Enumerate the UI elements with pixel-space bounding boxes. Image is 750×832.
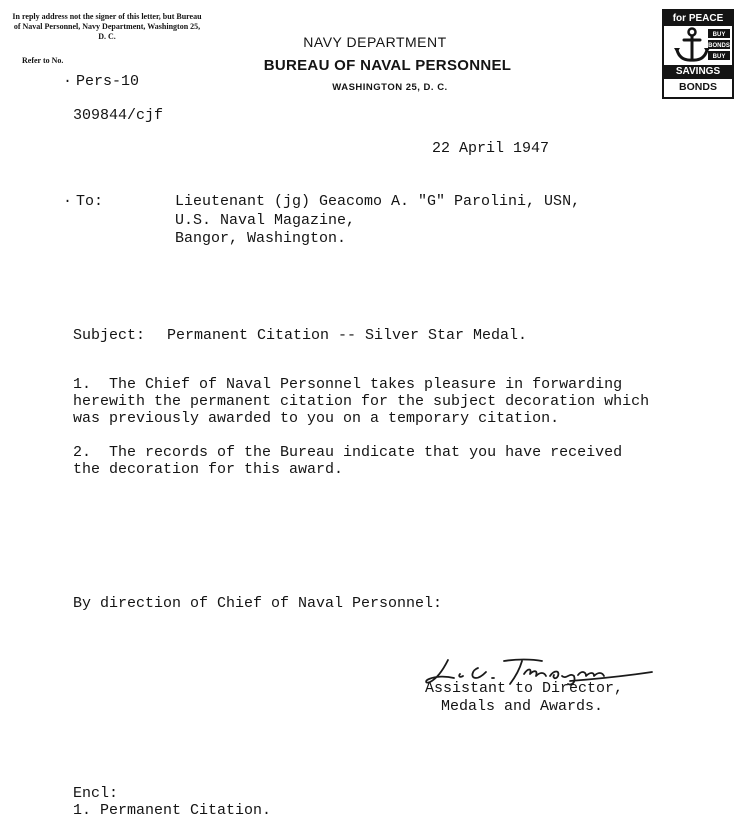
paragraph-2 (73, 444, 622, 478)
paragraph-1 (73, 376, 649, 427)
direction-line: By direction of Chief of Naval Personnel: (73, 595, 443, 612)
recipient-address (175, 193, 580, 249)
address-line: Lieutenant (jg) Geacomo A. "G" Parolini, USN, (175, 193, 581, 210)
letter-date: 22 April 1947 (432, 140, 550, 157)
file-number: 309844/cjf (73, 107, 164, 124)
title-line: Medals and Awards. (441, 698, 604, 715)
stamp-bonds-text: BONDS (679, 81, 717, 93)
office-code: · Pers-10 (63, 73, 140, 90)
enclosure-list (73, 785, 271, 819)
paragraph-line: the decoration for this award. (73, 461, 344, 478)
paragraph-line: 2. The records of the Bureau indicate that you have received (73, 444, 623, 461)
office-code-text: Pers-10 (76, 73, 140, 90)
paragraph-line: 1. The Chief of Naval Personnel takes pleasure in forwarding (73, 376, 623, 393)
enclosure-label: Encl: (73, 785, 119, 802)
address-line: U.S. Naval Magazine, (175, 211, 356, 229)
bureau-heading: BUREAU OF NAVAL PERSONNEL (263, 57, 512, 74)
to-label-text: To: (76, 193, 104, 210)
subject-label: Subject: (73, 327, 146, 344)
signature-title (425, 680, 623, 716)
paragraph-line: was previously awarded to you on a temporary citation. (73, 410, 560, 427)
paragraph-line: herewith the permanent citation for the subject decoration which (73, 393, 650, 410)
stamp-savings-text: SAVINGS (664, 65, 732, 79)
stamp-small-text-2: BONDS (708, 43, 730, 49)
subject-text: Permanent Citation -- Silver Star Medal. (167, 327, 528, 344)
anchor-icon (664, 26, 732, 64)
address-line: Bangor, Washington. (175, 230, 347, 247)
department-heading: NAVY DEPARTMENT (303, 34, 447, 50)
title-line: Assistant to Director, (425, 680, 624, 697)
refer-to-label: Refer to No. (22, 56, 64, 65)
reply-instructions: In reply address not the signer of this letter, but Bureau of Naval Personnel, Navy Department, Washington 25, D. C. (12, 12, 202, 41)
enclosure-item: 1. Permanent Citation. (73, 802, 272, 819)
stamp-small-text-3: BUY (712, 54, 726, 60)
stamp-top-text: for PEACE (664, 11, 732, 26)
stamp-middle (664, 26, 732, 64)
to-label: · To: (63, 193, 104, 210)
savings-bonds-stamp (662, 9, 734, 99)
stamp-small-text-1: BUY (712, 32, 726, 38)
city-heading: WASHINGTON 25, D. C. (332, 82, 448, 93)
